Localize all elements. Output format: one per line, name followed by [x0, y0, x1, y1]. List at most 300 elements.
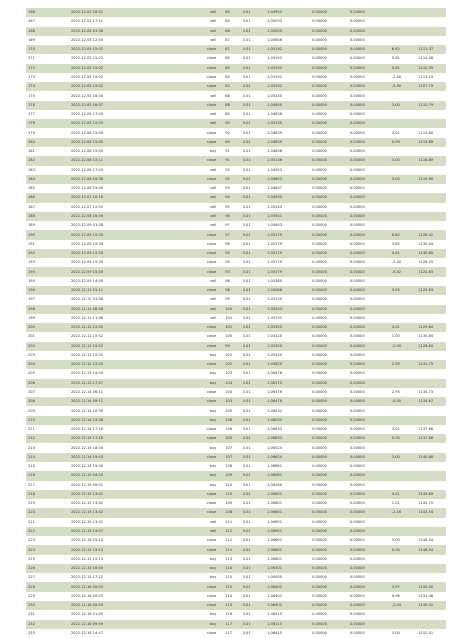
- tp-cell: 0.00000: [350, 416, 392, 425]
- balance-cell: 1130.65: [418, 249, 446, 258]
- deal-id-cell: 191: [26, 240, 71, 249]
- type-cell: close: [186, 360, 225, 369]
- balance-cell: 1126.42: [418, 230, 446, 239]
- deal-id-cell: 193: [26, 258, 71, 267]
- time-cell: 2022.12.15 15:13: [71, 536, 186, 545]
- sl-cell: 0.00000: [312, 27, 350, 36]
- time-cell: 2022.12.16 00:03: [71, 582, 186, 591]
- profit-cell: [392, 166, 419, 175]
- type-cell: close: [186, 397, 225, 406]
- order-cell: 106: [225, 416, 242, 425]
- time-cell: 2022.12.16 14:47: [71, 629, 186, 638]
- deal-id-cell: 199: [26, 314, 71, 323]
- price-cell: 1.06881: [267, 462, 312, 471]
- price-cell: 1.06476: [267, 369, 312, 378]
- table-row: [26, 360, 446, 369]
- table-row: [26, 379, 446, 388]
- order-cell: 98: [225, 286, 242, 295]
- order-cell: 102: [225, 351, 242, 360]
- time-cell: 2022.12.16 01:09: [71, 610, 186, 619]
- tp-cell: 0.00000: [350, 156, 392, 165]
- profit-cell: [392, 462, 419, 471]
- order-cell: 109: [225, 499, 242, 508]
- balance-cell: [418, 184, 446, 193]
- tp-cell: 0.00000: [350, 434, 392, 443]
- sl-cell: 0.00000: [312, 518, 350, 527]
- price-cell: 1.04637: [267, 184, 312, 193]
- size-cell: 0.01: [243, 314, 268, 323]
- tp-cell: 0.00000: [350, 54, 392, 63]
- time-cell: 2022.12.14 17:16: [71, 425, 186, 434]
- time-cell: 2022.12.09 15:33: [71, 267, 186, 276]
- type-cell: sell: [186, 221, 225, 230]
- tp-cell: 0.00000: [350, 360, 392, 369]
- table-row: [26, 212, 446, 221]
- table-row: [26, 601, 446, 610]
- type-cell: sell: [186, 212, 225, 221]
- type-cell: buy: [186, 443, 225, 452]
- profit-cell: 3.00: [392, 156, 419, 165]
- sl-cell: 0.00000: [312, 314, 350, 323]
- balance-cell: [418, 305, 446, 314]
- time-cell: 2022.12.05 16:00: [71, 91, 186, 100]
- size-cell: 0.01: [243, 582, 268, 591]
- table-row: [26, 119, 446, 128]
- trade-history-table: [26, 8, 446, 638]
- deal-id-cell: 180: [26, 138, 71, 147]
- price-cell: 1.06524: [267, 443, 312, 452]
- price-cell: 1.06402: [267, 601, 312, 610]
- time-cell: 2022.12.12 15:52: [71, 323, 186, 332]
- time-cell: 2022.12.12 15:52: [71, 342, 186, 351]
- tp-cell: 0.00000: [350, 527, 392, 536]
- size-cell: 0.01: [243, 8, 268, 17]
- profit-cell: [392, 314, 419, 323]
- type-cell: sell: [186, 17, 225, 26]
- sl-cell: 0.00000: [312, 17, 350, 26]
- balance-cell: 1137.68: [418, 434, 446, 443]
- order-cell: 94: [225, 193, 242, 202]
- table-row: [26, 82, 446, 91]
- profit-cell: [392, 295, 419, 304]
- time-cell: 2022.12.02 16:51: [71, 8, 186, 17]
- time-cell: 2022.12.15 15:13: [71, 545, 186, 554]
- deal-id-cell: 226: [26, 564, 71, 573]
- price-cell: 1.05320: [267, 342, 312, 351]
- deal-id-cell: 207: [26, 388, 71, 397]
- profit-cell: 3.00: [392, 453, 419, 462]
- size-cell: 0.01: [243, 481, 268, 490]
- balance-cell: [418, 203, 446, 212]
- deal-id-cell: 169: [26, 36, 71, 45]
- table-row: [26, 434, 446, 443]
- order-cell: 83: [225, 82, 242, 91]
- price-cell: 1.04839: [267, 128, 312, 137]
- sl-cell: 0.00000: [312, 8, 350, 17]
- size-cell: 0.01: [243, 425, 268, 434]
- sl-cell: 0.00000: [312, 91, 350, 100]
- time-cell: 2022.12.09 01:38: [71, 221, 186, 230]
- price-cell: 1.06601: [267, 499, 312, 508]
- order-cell: 86: [225, 54, 242, 63]
- order-cell: 117: [225, 629, 242, 638]
- size-cell: 0.01: [243, 573, 268, 582]
- balance-cell: 1151.46: [418, 592, 446, 601]
- order-cell: 85: [225, 17, 242, 26]
- profit-cell: 6.62: [392, 45, 419, 54]
- deal-id-cell: 190: [26, 230, 71, 239]
- time-cell: 2022.12.14 17:16: [71, 434, 186, 443]
- deal-id-cell: 214: [26, 453, 71, 462]
- table-row: [26, 536, 446, 545]
- tp-cell: 0.00000: [350, 258, 392, 267]
- profit-cell: 3.01: [392, 425, 419, 434]
- deal-id-cell: 187: [26, 203, 71, 212]
- tp-cell: 0.00000: [350, 277, 392, 286]
- deal-id-cell: 172: [26, 64, 71, 73]
- profit-cell: 0.96: [392, 592, 419, 601]
- tp-cell: 0.00000: [350, 471, 392, 480]
- tp-cell: 0.00000: [350, 351, 392, 360]
- size-cell: 0.01: [243, 295, 268, 304]
- sl-cell: 0.00000: [312, 499, 350, 508]
- order-cell: 88: [225, 91, 242, 100]
- type-cell: buy: [186, 610, 225, 619]
- sl-cell: 0.00000: [312, 443, 350, 452]
- type-cell: close: [186, 45, 225, 54]
- order-cell: 100: [225, 305, 242, 314]
- profit-cell: [392, 443, 419, 452]
- time-cell: 2022.12.13 17:47: [71, 379, 186, 388]
- tp-cell: 0.00000: [350, 443, 392, 452]
- deal-id-cell: 182: [26, 156, 71, 165]
- time-cell: 2022.12.12 15:52: [71, 332, 186, 341]
- time-cell: 2022.12.05 15:02: [71, 45, 186, 54]
- tp-cell: 0.00000: [350, 629, 392, 638]
- table-row: [26, 610, 446, 619]
- deal-id-cell: 177: [26, 110, 71, 119]
- size-cell: 0.01: [243, 258, 268, 267]
- tp-cell: 0.00000: [350, 490, 392, 499]
- table-row: [26, 369, 446, 378]
- deal-id-cell: 197: [26, 295, 71, 304]
- tp-cell: 0.00000: [350, 499, 392, 508]
- table-row: [26, 564, 446, 573]
- order-cell: 86: [225, 27, 242, 36]
- balance-cell: 1149.41: [418, 601, 446, 610]
- price-cell: 1.06402: [267, 592, 312, 601]
- deal-id-cell: 168: [26, 27, 71, 36]
- table-row: [26, 221, 446, 230]
- type-cell: close: [186, 332, 225, 341]
- deal-id-cell: 176: [26, 101, 71, 110]
- deal-id-cell: 227: [26, 573, 71, 582]
- size-cell: 0.01: [243, 286, 268, 295]
- size-cell: 0.01: [243, 323, 268, 332]
- sl-cell: 0.00000: [312, 453, 350, 462]
- type-cell: close: [186, 434, 225, 443]
- size-cell: 0.01: [243, 119, 268, 128]
- sl-cell: 0.00000: [312, 379, 350, 388]
- balance-cell: [418, 27, 446, 36]
- profit-cell: 5.61: [392, 54, 419, 63]
- sl-cell: 0.00000: [312, 147, 350, 156]
- order-cell: 92: [225, 175, 242, 184]
- price-cell: 1.04836: [267, 110, 312, 119]
- price-cell: 1.04653: [267, 175, 312, 184]
- size-cell: 0.01: [243, 462, 268, 471]
- table-row: [26, 620, 446, 629]
- time-cell: 2022.12.15 14:07: [71, 527, 186, 536]
- order-cell: 91: [225, 147, 242, 156]
- type-cell: close: [186, 73, 225, 82]
- order-cell: 104: [225, 379, 242, 388]
- deal-id-cell: 215: [26, 462, 71, 471]
- type-cell: sell: [186, 277, 225, 286]
- time-cell: 2022.12.06 19:00: [71, 184, 186, 193]
- price-cell: 1.06402: [267, 582, 312, 591]
- type-cell: close: [186, 101, 225, 110]
- order-cell: 92: [225, 166, 242, 175]
- tp-cell: 0.00000: [350, 175, 392, 184]
- tp-cell: 0.00000: [350, 601, 392, 610]
- profit-cell: [392, 147, 419, 156]
- profit-cell: [392, 369, 419, 378]
- balance-cell: [418, 406, 446, 415]
- balance-cell: [418, 277, 446, 286]
- type-cell: close: [186, 156, 225, 165]
- price-cell: 1.04840: [267, 101, 312, 110]
- price-cell: 1.06301: [267, 564, 312, 573]
- order-cell: 116: [225, 610, 242, 619]
- balance-cell: 1150.50: [418, 582, 446, 591]
- sl-cell: 0.00000: [312, 342, 350, 351]
- profit-cell: 3.00: [392, 536, 419, 545]
- time-cell: 2022.12.12 11:38: [71, 314, 186, 323]
- tp-cell: 0.00000: [350, 462, 392, 471]
- size-cell: 0.01: [243, 277, 268, 286]
- size-cell: 0.01: [243, 471, 268, 480]
- sl-cell: 0.00000: [312, 258, 350, 267]
- profit-cell: 3.97: [392, 582, 419, 591]
- time-cell: 2022.12.06 15:05: [71, 128, 186, 137]
- balance-cell: [418, 193, 446, 202]
- type-cell: buy: [186, 369, 225, 378]
- table-row: [26, 203, 446, 212]
- table-row: [26, 156, 446, 165]
- price-cell: 1.05179: [267, 230, 312, 239]
- balance-cell: [418, 379, 446, 388]
- type-cell: sell: [186, 166, 225, 175]
- type-cell: close: [186, 128, 225, 137]
- tp-cell: 0.00000: [350, 91, 392, 100]
- order-cell: 109: [225, 471, 242, 480]
- time-cell: 2022.12.05 12:55: [71, 36, 186, 45]
- balance-cell: [418, 221, 446, 230]
- profit-cell: 0.61: [392, 64, 419, 73]
- deal-id-cell: 189: [26, 221, 71, 230]
- type-cell: buy: [186, 351, 225, 360]
- size-cell: 0.01: [243, 360, 268, 369]
- profit-cell: [392, 573, 419, 582]
- size-cell: 0.01: [243, 443, 268, 452]
- deal-id-cell: 208: [26, 397, 71, 406]
- deal-id-cell: 195: [26, 277, 71, 286]
- type-cell: close: [186, 175, 225, 184]
- type-cell: close: [186, 342, 225, 351]
- sl-cell: 0.00000: [312, 119, 350, 128]
- size-cell: 0.01: [243, 332, 268, 341]
- price-cell: 1.06476: [267, 397, 312, 406]
- profit-cell: [392, 305, 419, 314]
- size-cell: 0.01: [243, 592, 268, 601]
- table-body: [26, 8, 446, 638]
- deal-id-cell: 175: [26, 91, 71, 100]
- type-cell: close: [186, 536, 225, 545]
- sl-cell: 0.00000: [312, 110, 350, 119]
- balance-cell: [418, 527, 446, 536]
- price-cell: 1.05130: [267, 119, 312, 128]
- profit-cell: [392, 379, 419, 388]
- profit-cell: -5.40: [392, 82, 419, 91]
- profit-cell: [392, 119, 419, 128]
- type-cell: sell: [186, 203, 225, 212]
- size-cell: 0.01: [243, 101, 268, 110]
- price-cell: 1.05033: [267, 17, 312, 26]
- time-cell: 2022.12.16 00:03: [71, 592, 186, 601]
- balance-cell: 1107.79: [418, 82, 446, 91]
- size-cell: 0.01: [243, 138, 268, 147]
- table-row: [26, 258, 446, 267]
- sl-cell: 0.00000: [312, 536, 350, 545]
- size-cell: 0.01: [243, 490, 268, 499]
- table-row: [26, 45, 446, 54]
- profit-cell: 6.62: [392, 230, 419, 239]
- deal-id-cell: 196: [26, 286, 71, 295]
- tp-cell: 0.00000: [350, 73, 392, 82]
- sl-cell: 0.00000: [312, 166, 350, 175]
- time-cell: 2022.12.14 09:11: [71, 397, 186, 406]
- price-cell: 1.05192: [267, 73, 312, 82]
- balance-cell: [418, 564, 446, 573]
- deal-id-cell: 206: [26, 379, 71, 388]
- price-cell: 1.05179: [267, 258, 312, 267]
- tp-cell: 0.00000: [350, 119, 392, 128]
- type-cell: buy: [186, 471, 225, 480]
- size-cell: 0.01: [243, 27, 268, 36]
- price-cell: 1.06633: [267, 434, 312, 443]
- sl-cell: 0.00000: [312, 434, 350, 443]
- profit-cell: [392, 406, 419, 415]
- sl-cell: 0.00000: [312, 471, 350, 480]
- table-row: [26, 425, 446, 434]
- profit-cell: [392, 184, 419, 193]
- tp-cell: 0.00000: [350, 379, 392, 388]
- tp-cell: 0.00000: [350, 249, 392, 258]
- type-cell: close: [186, 425, 225, 434]
- profit-cell: 0.00: [392, 434, 419, 443]
- tp-cell: 0.00000: [350, 453, 392, 462]
- time-cell: 2022.12.14 18:00: [71, 443, 186, 452]
- table-row: [26, 545, 446, 554]
- profit-cell: -2.00: [392, 342, 419, 351]
- balance-cell: 1119.89: [418, 175, 446, 184]
- balance-cell: 1140.68: [418, 453, 446, 462]
- sl-cell: 0.00000: [312, 203, 350, 212]
- size-cell: 0.01: [243, 416, 268, 425]
- price-cell: 1.05179: [267, 240, 312, 249]
- table-row: [26, 110, 446, 119]
- deal-id-cell: 230: [26, 601, 71, 610]
- size-cell: 0.01: [243, 518, 268, 527]
- deal-id-cell: 166: [26, 8, 71, 17]
- sl-cell: 0.00000: [312, 620, 350, 629]
- order-cell: 93: [225, 184, 242, 193]
- table-row: [26, 166, 446, 175]
- deal-id-cell: 231: [26, 610, 71, 619]
- sl-cell: 0.00000: [312, 305, 350, 314]
- profit-cell: [392, 620, 419, 629]
- time-cell: 2022.12.09 15:33: [71, 230, 186, 239]
- price-cell: 1.05243: [267, 203, 312, 212]
- tp-cell: 0.00000: [350, 508, 392, 517]
- price-cell: 1.06115: [267, 620, 312, 629]
- deal-id-cell: 178: [26, 119, 71, 128]
- price-cell: 1.04930: [267, 193, 312, 202]
- deal-id-cell: 225: [26, 555, 71, 564]
- type-cell: buy: [186, 481, 225, 490]
- sl-cell: 0.00000: [312, 82, 350, 91]
- size-cell: 0.01: [243, 388, 268, 397]
- price-cell: 1.06170: [267, 379, 312, 388]
- table-row: [26, 193, 446, 202]
- table-row: [26, 230, 446, 239]
- tp-cell: 0.00000: [350, 240, 392, 249]
- balance-cell: 1114.08: [418, 54, 446, 63]
- sl-cell: 0.00000: [312, 45, 350, 54]
- size-cell: 0.01: [243, 45, 268, 54]
- tp-cell: 0.00000: [350, 323, 392, 332]
- balance-cell: 1113.80: [418, 128, 446, 137]
- type-cell: close: [186, 490, 225, 499]
- sl-cell: 0.00000: [312, 406, 350, 415]
- price-cell: 1.06032: [267, 416, 312, 425]
- sl-cell: 0.00000: [312, 490, 350, 499]
- price-cell: 1.06633: [267, 425, 312, 434]
- type-cell: close: [186, 286, 225, 295]
- size-cell: 0.01: [243, 193, 268, 202]
- balance-cell: [418, 481, 446, 490]
- type-cell: buy: [186, 462, 225, 471]
- deal-id-cell: 216: [26, 471, 71, 480]
- deal-id-cell: 192: [26, 249, 71, 258]
- tp-cell: 0.00000: [350, 342, 392, 351]
- balance-cell: 1146.54: [418, 545, 446, 554]
- profit-cell: [392, 481, 419, 490]
- price-cell: 1.05055: [267, 27, 312, 36]
- size-cell: 0.01: [243, 64, 268, 73]
- balance-cell: 1130.04: [418, 240, 446, 249]
- price-cell: 1.04952: [267, 8, 312, 17]
- type-cell: buy: [186, 416, 225, 425]
- balance-cell: [418, 471, 446, 480]
- price-cell: 1.05192: [267, 54, 312, 63]
- price-cell: 1.05240: [267, 91, 312, 100]
- deal-id-cell: 228: [26, 582, 71, 591]
- balance-cell: [418, 555, 446, 564]
- price-cell: 1.05130: [267, 295, 312, 304]
- profit-cell: [392, 471, 419, 480]
